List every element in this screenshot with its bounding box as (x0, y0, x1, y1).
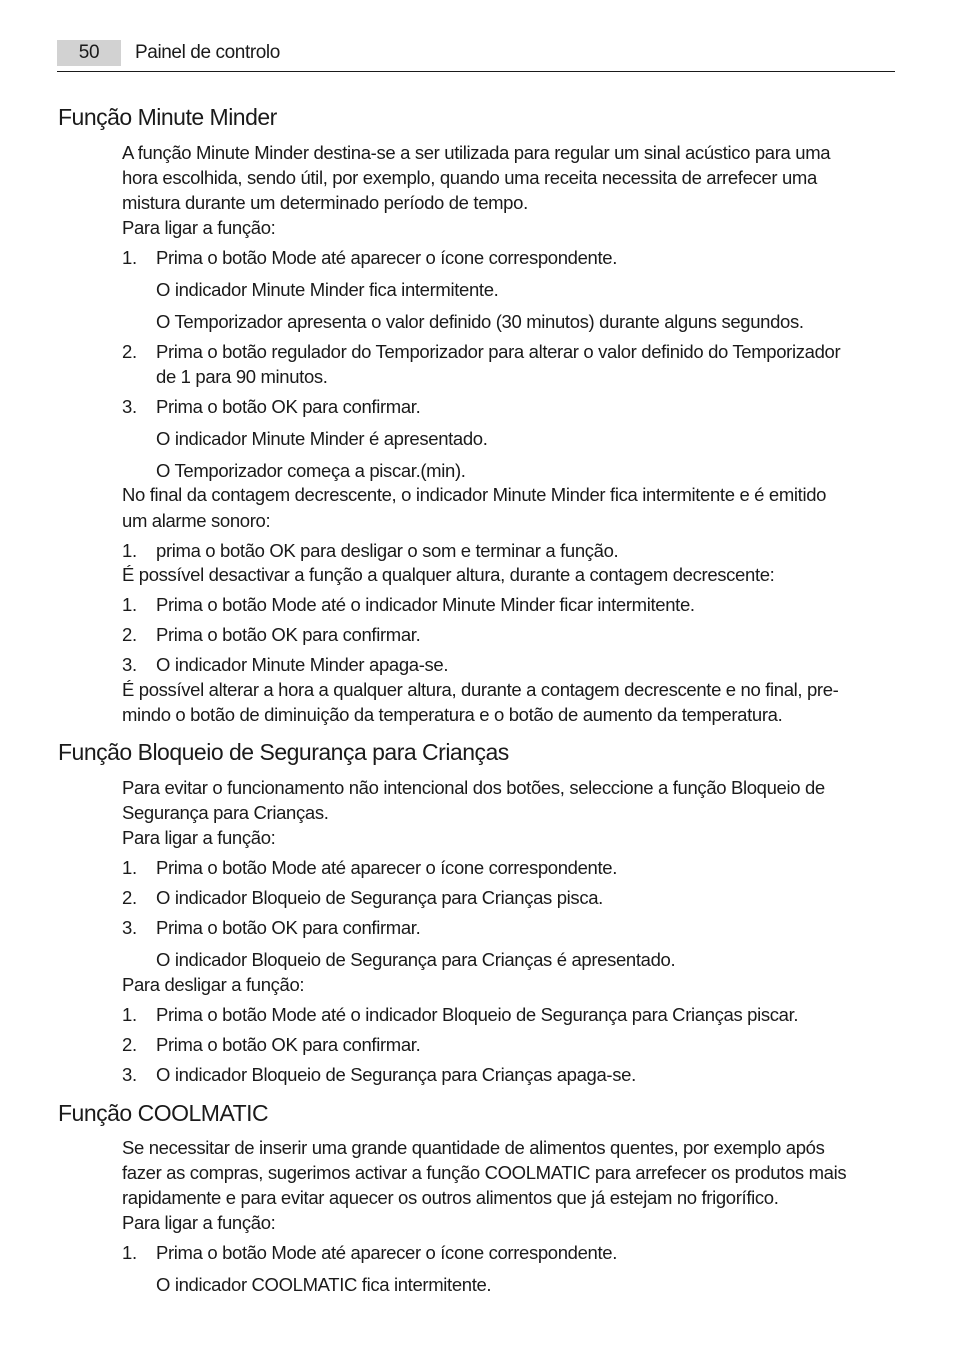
list-number: 1. (122, 1242, 137, 1263)
list-text: O indicador Minute Minder apaga-se. (156, 654, 449, 675)
page-header (57, 40, 895, 72)
list-text: Prima o botão OK para confirmar. (156, 624, 421, 645)
list-item (122, 652, 448, 677)
list-sub-line: O indicador Bloqueio de Segurança para Crianças é apresentado. (156, 949, 676, 970)
list-item (122, 855, 617, 880)
list-text: Prima o botão Mode até aparecer o ícone correspondente. (156, 857, 618, 878)
paragraph-line: um alarme sonoro: (122, 510, 271, 531)
paragraph-line: Segurança para Crianças. (122, 802, 329, 823)
paragraph-line: fazer as compras, sugerimos activar a função COOLMATIC para arrefecer os produtos mais (122, 1162, 847, 1183)
list-number: 3. (122, 654, 137, 675)
running-title: Painel de controlo (135, 42, 280, 63)
list-item (122, 622, 420, 647)
list-number: 1. (122, 540, 137, 561)
paragraph-line: É possível desactivar a função a qualquer altura, durante a contagem decrescente: (122, 564, 775, 585)
list-text: Prima o botão Mode até o indicador Bloqueio de Segurança para Crianças piscar. (156, 1004, 799, 1025)
list-item (122, 1062, 636, 1087)
list-sub-line: O indicador Minute Minder é apresentado. (156, 428, 488, 449)
list-number: 1. (122, 1004, 137, 1025)
list-sub-line: O Temporizador começa a piscar.(min). (156, 460, 466, 481)
page-number: 50 (57, 40, 121, 66)
paragraph-line: Para ligar a função: (122, 217, 276, 238)
list-item (122, 915, 420, 940)
list-text: Prima o botão OK para confirmar. (156, 396, 421, 417)
list-text: O indicador Bloqueio de Segurança para Crianças apaga-se. (156, 1064, 636, 1085)
list-number: 2. (122, 341, 137, 362)
list-item (122, 885, 603, 910)
list-text: Prima o botão OK para confirmar. (156, 1034, 421, 1055)
section-heading-child-lock: Função Bloqueio de Segurança para Crianças (58, 739, 509, 765)
paragraph-line: A função Minute Minder destina-se a ser utilizada para regular um sinal acústico para uma (122, 142, 831, 163)
paragraph-line: mindo o botão de diminuição da temperatura e o botão de aumento da temperatura. (122, 704, 783, 725)
section-heading-minute-minder: Função Minute Minder (58, 104, 277, 130)
list-number: 1. (122, 247, 137, 268)
list-number: 3. (122, 1064, 137, 1085)
list-sub-line: O Temporizador apresenta o valor definido (30 minutos) durante alguns segundos. (156, 311, 804, 332)
list-item (122, 1240, 617, 1265)
list-item (122, 592, 695, 617)
list-text: Prima o botão Mode até o indicador Minute Minder ficar intermitente. (156, 594, 695, 615)
list-text: Prima o botão OK para confirmar. (156, 917, 421, 938)
list-text: prima o botão OK para desligar o som e terminar a função. (156, 540, 619, 561)
paragraph-line: Para ligar a função: (122, 1212, 276, 1233)
paragraph-line: hora escolhida, sendo útil, por exemplo, quando uma receita necessita de arrefecer uma (122, 167, 817, 188)
list-item (122, 1032, 420, 1057)
list-item (122, 538, 618, 563)
paragraph-line: Para desligar a função: (122, 974, 305, 995)
list-text: Prima o botão Mode até aparecer o ícone correspondente. (156, 1242, 618, 1263)
list-number: 1. (122, 857, 137, 878)
paragraph-line: Se necessitar de inserir uma grande quantidade de alimentos quentes, por exemplo após (122, 1137, 825, 1158)
list-continuation: de 1 para 90 minutos. (156, 366, 328, 387)
list-number: 1. (122, 594, 137, 615)
list-item (122, 339, 840, 364)
list-sub-line: O indicador Minute Minder fica intermitente. (156, 279, 499, 300)
list-number: 2. (122, 1034, 137, 1055)
list-text: O indicador Bloqueio de Segurança para Crianças pisca. (156, 887, 603, 908)
paragraph-line: Para evitar o funcionamento não intencional dos botões, seleccione a função Bloqueio de (122, 777, 825, 798)
paragraph-line: rapidamente e para evitar aquecer os outros alimentos que já estejam no frigorífico. (122, 1187, 779, 1208)
paragraph-line: mistura durante um determinado período de tempo. (122, 192, 528, 213)
paragraph-line: No final da contagem decrescente, o indicador Minute Minder fica intermitente e é emitido (122, 484, 827, 505)
list-item (122, 1002, 798, 1027)
list-item (122, 394, 420, 419)
list-number: 2. (122, 887, 137, 908)
list-item (122, 245, 617, 270)
list-text: Prima o botão regulador do Temporizador para alterar o valor definido do Temporizador (156, 341, 841, 362)
paragraph-line: Para ligar a função: (122, 827, 276, 848)
paragraph-line: É possível alterar a hora a qualquer altura, durante a contagem decrescente e no final, pre- (122, 679, 839, 700)
list-number: 3. (122, 396, 137, 417)
list-number: 3. (122, 917, 137, 938)
list-sub-line: O indicador COOLMATIC fica intermitente. (156, 1274, 492, 1295)
section-heading-coolmatic: Função COOLMATIC (58, 1100, 269, 1126)
list-text: Prima o botão Mode até aparecer o ícone correspondente. (156, 247, 618, 268)
list-number: 2. (122, 624, 137, 645)
